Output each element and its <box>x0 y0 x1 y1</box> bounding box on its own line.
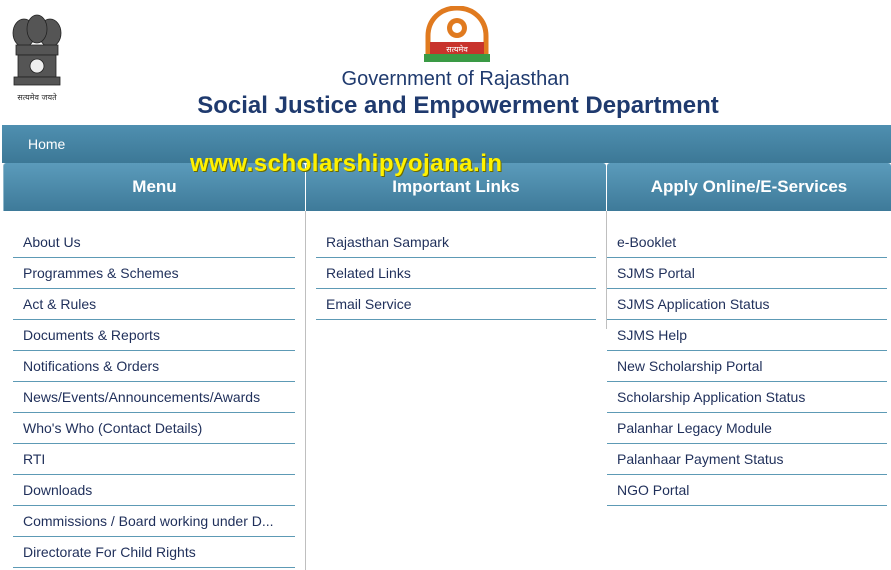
apply-link-item[interactable]: SJMS Application Status <box>607 289 887 320</box>
nav-home-link[interactable]: Home <box>28 136 66 152</box>
important-links-heading: Important Links <box>306 163 606 211</box>
menu-column <box>3 163 305 570</box>
menu-link-item[interactable]: Programmes & Schemes <box>13 258 295 289</box>
links-link-item[interactable]: Related Links <box>316 258 596 289</box>
links-link-item[interactable]: Rajasthan Sampark <box>316 227 596 258</box>
apply-link-item[interactable]: SJMS Help <box>607 320 887 351</box>
menu-link-item[interactable]: About Us <box>13 227 295 258</box>
important-links-column <box>306 163 606 570</box>
menu-link-item[interactable]: Directorate For Child Rights <box>13 537 295 568</box>
apply-online-column <box>607 163 891 570</box>
apply-link-item[interactable]: Palanhar Legacy Module <box>607 413 887 444</box>
menu-link-item[interactable]: Documents & Reports <box>13 320 295 351</box>
watermark-text: www.scholarshipyojana.in <box>190 150 503 177</box>
page-header <box>0 0 891 125</box>
menu-link-item[interactable]: Notifications & Orders <box>13 351 295 382</box>
links-link-item[interactable]: Email Service <box>316 289 596 320</box>
menu-link-item[interactable]: Commissions / Board working under D... <box>13 506 295 537</box>
emblem-motto: सत्यमेव जयते <box>17 93 57 102</box>
menu-link-item[interactable]: Who's Who (Contact Details) <box>13 413 295 444</box>
apply-link-item[interactable]: NGO Portal <box>607 475 887 506</box>
department-title: Social Justice and Empowerment Department <box>197 92 719 119</box>
apply-online-list <box>607 227 887 506</box>
menu-heading: Menu <box>3 163 305 211</box>
menu-link-item[interactable]: Act & Rules <box>13 289 295 320</box>
rajasthan-seal-icon <box>420 6 494 66</box>
apply-link-item[interactable]: SJMS Portal <box>607 258 887 289</box>
menu-list <box>13 227 295 568</box>
apply-link-item[interactable]: Palanhaar Payment Status <box>607 444 887 475</box>
seal-text: सत्यमेव <box>446 45 468 54</box>
menu-link-item[interactable]: RTI <box>13 444 295 475</box>
national-emblem-icon <box>8 6 66 106</box>
important-links-list <box>316 227 596 320</box>
apply-link-item[interactable]: Scholarship Application Status <box>607 382 887 413</box>
menu-link-item[interactable]: Downloads <box>13 475 295 506</box>
menu-link-item[interactable]: News/Events/Announcements/Awards <box>13 382 295 413</box>
government-title: Government of Rajasthan <box>341 68 570 90</box>
apply-link-item[interactable]: e-Booklet <box>607 227 887 258</box>
apply-link-item[interactable]: New Scholarship Portal <box>607 351 887 382</box>
apply-online-heading: Apply Online/E-Services <box>607 163 891 211</box>
